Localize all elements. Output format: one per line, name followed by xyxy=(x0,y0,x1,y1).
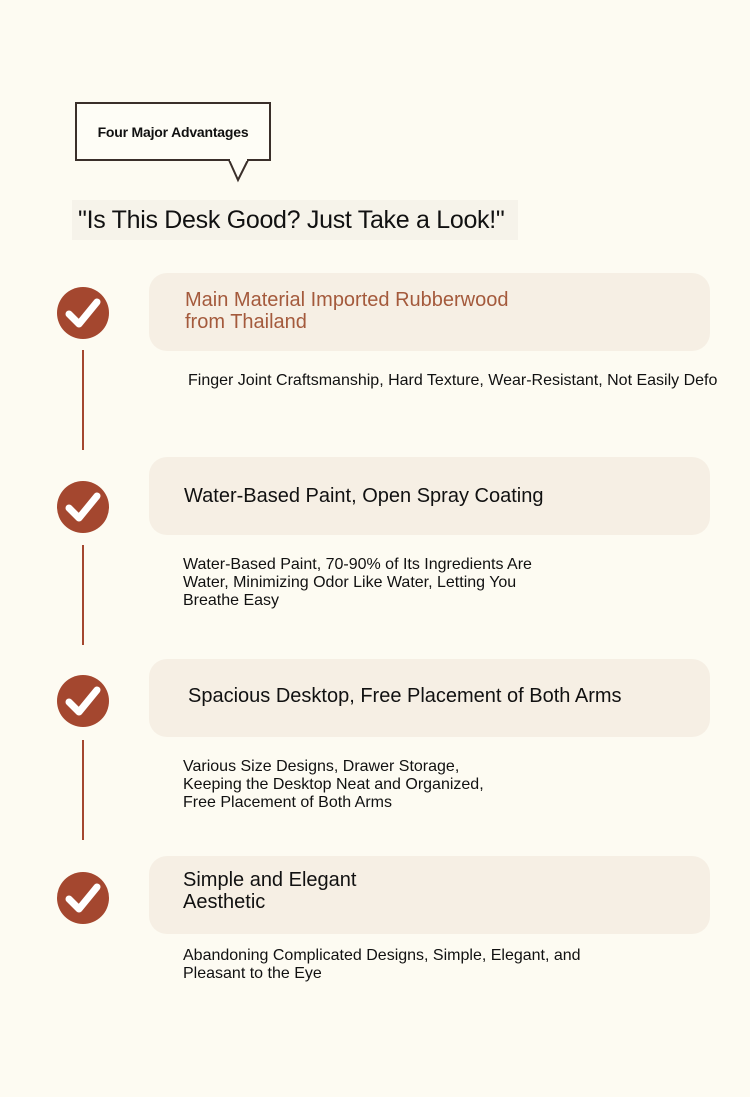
section-badge xyxy=(75,102,271,161)
timeline-connector xyxy=(82,350,84,450)
page-headline: "Is This Desk Good? Just Take a Look!" xyxy=(72,200,518,240)
check-icon xyxy=(57,872,109,924)
advantage-description: Various Size Designs, Drawer Storage, Keeping the Desktop Neat and Organized, Free Placement of Both Arms xyxy=(183,758,484,811)
advantage-title: Spacious Desktop, Free Placement of Both Arms xyxy=(188,685,622,707)
check-icon xyxy=(57,287,109,339)
advantage-title: Water-Based Paint, Open Spray Coating xyxy=(184,485,544,507)
advantage-description: Water-Based Paint, 70-90% of Its Ingredients Are Water, Minimizing Odor Like Water, Letting You Breathe Easy xyxy=(183,556,532,609)
badge-label: Four Major Advantages xyxy=(97,123,249,140)
timeline-connector xyxy=(82,545,84,645)
advantage-title: Main Material Imported Rubberwood from Thailand xyxy=(185,289,509,333)
check-icon xyxy=(57,481,109,533)
advantage-description: Abandoning Complicated Designs, Simple, Elegant, and Pleasant to the Eye xyxy=(183,947,581,982)
advantage-card xyxy=(149,273,710,351)
timeline-connector xyxy=(82,740,84,840)
speech-tail-icon xyxy=(228,159,258,183)
advantage-card xyxy=(149,457,710,535)
advantage-card xyxy=(149,856,710,934)
advantage-description: Finger Joint Craftsmanship, Hard Texture, Wear-Resistant, Not Easily Defo xyxy=(188,372,718,389)
advantage-title: Simple and Elegant Aesthetic xyxy=(183,869,357,913)
advantage-card xyxy=(149,659,710,737)
check-icon xyxy=(57,675,109,727)
